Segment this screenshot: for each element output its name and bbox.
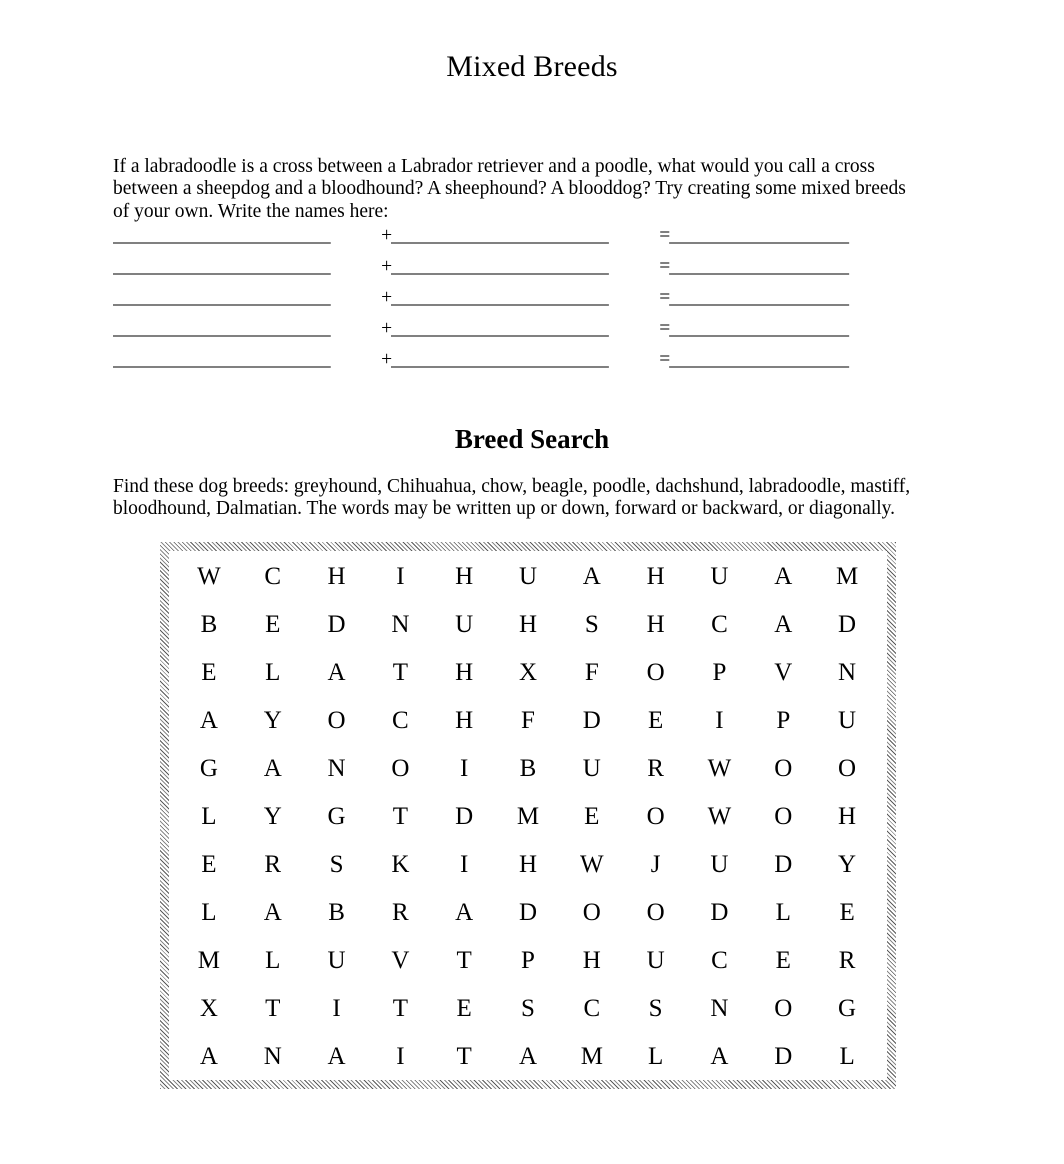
grid-letter[interactable]: O	[774, 755, 793, 782]
grid-letter[interactable]: C	[711, 947, 728, 974]
grid-letter[interactable]: S	[584, 611, 599, 638]
grid-letter[interactable]: E	[265, 611, 281, 638]
grid-letter[interactable]: C	[583, 995, 601, 1022]
grid-letter[interactable]: S	[329, 851, 344, 878]
grid-letter[interactable]: C	[264, 563, 282, 590]
grid-letter[interactable]: D	[455, 803, 474, 830]
blank-segment-b[interactable]: _______________________	[391, 256, 609, 277]
grid-letter[interactable]: H	[455, 707, 474, 734]
grid-letter[interactable]: E	[456, 995, 472, 1022]
grid-letter[interactable]: V	[391, 947, 410, 974]
grid-letter[interactable]: G	[327, 803, 346, 830]
equals-operator: =	[659, 349, 671, 370]
grid-letter[interactable]: N	[263, 1043, 282, 1070]
grid-letter[interactable]: T	[456, 947, 472, 974]
grid-letter[interactable]: H	[518, 611, 538, 638]
page-title: Mixed Breeds	[446, 50, 618, 83]
grid-letter[interactable]: L	[265, 659, 281, 686]
grid-letter[interactable]: N	[838, 659, 857, 686]
grid-letter[interactable]: O	[646, 803, 665, 830]
grid-letter[interactable]: V	[774, 659, 793, 686]
grid-letter[interactable]: E	[201, 851, 217, 878]
grid-letter[interactable]: A	[582, 563, 601, 590]
blank-segment-c[interactable]: ___________________	[669, 256, 849, 277]
grid-letter[interactable]: X	[518, 659, 538, 686]
grid-letter[interactable]: W	[707, 755, 732, 782]
grid-letter[interactable]: A	[518, 1043, 538, 1070]
blank-segment-c[interactable]: ___________________	[669, 225, 849, 246]
word-search-frame	[160, 542, 896, 1089]
grid-letter[interactable]: I	[460, 851, 469, 878]
grid-letter[interactable]: M	[197, 947, 221, 974]
grid-letter[interactable]: O	[582, 899, 601, 926]
blank-segment-a[interactable]: _______________________	[113, 349, 331, 370]
grid-letter[interactable]: D	[710, 899, 729, 926]
intro-paragraph: If a labradoodle is a cross between a Labrador retriever and a poodle, what would you call a cross between a sheepdog and a bloodhound? A sheephound? A blooddog? Try creating some mixed breeds of your own. Write the names here:	[113, 155, 906, 223]
grid-letter[interactable]: H	[582, 947, 601, 974]
grid-letter[interactable]: E	[839, 899, 855, 926]
blank-line-row[interactable]	[113, 256, 888, 287]
grid-letter[interactable]: R	[838, 947, 856, 974]
grid-letter[interactable]: N	[710, 995, 729, 1022]
grid-letter[interactable]: D	[838, 611, 857, 638]
grid-letter[interactable]: O	[646, 659, 665, 686]
blank-segment-b[interactable]: _______________________	[391, 225, 609, 246]
grid-letter[interactable]: M	[835, 563, 859, 590]
grid-letter[interactable]: I	[396, 1043, 405, 1070]
grid-letter[interactable]: O	[646, 899, 665, 926]
grid-letter[interactable]: R	[392, 899, 409, 926]
grid-letter[interactable]: L	[775, 899, 791, 926]
grid-letter[interactable]: H	[327, 563, 346, 590]
grid-letter[interactable]: N	[327, 755, 346, 782]
plus-operator: +	[381, 349, 393, 370]
grid-letter[interactable]: L	[201, 899, 217, 926]
grid-letter[interactable]: A	[327, 659, 346, 686]
grid-letter[interactable]: A	[774, 563, 793, 590]
grid-letter[interactable]: W	[197, 563, 221, 590]
grid-letter[interactable]: U	[710, 563, 729, 590]
grid-letter[interactable]: D	[582, 707, 601, 734]
grid-letter[interactable]: U	[710, 851, 729, 878]
grid-letter[interactable]: U	[327, 947, 346, 974]
grid-letter[interactable]: L	[647, 1043, 664, 1070]
grid-letter[interactable]: W	[580, 851, 604, 878]
grid-letter[interactable]: H	[455, 659, 474, 686]
grid-letter[interactable]: U	[646, 947, 665, 974]
word-search-grid[interactable]	[169, 551, 887, 1080]
grid-letter[interactable]: A	[263, 755, 282, 782]
blank-line-row[interactable]	[113, 318, 888, 349]
grid-letter[interactable]: P	[521, 947, 535, 974]
blank-segment-a[interactable]: _______________________	[113, 318, 331, 339]
grid-letter[interactable]: I	[460, 755, 469, 782]
blank-segment-a[interactable]: _______________________	[113, 225, 331, 246]
blank-segment-c[interactable]: ___________________	[669, 287, 849, 308]
grid-letter[interactable]: T	[392, 803, 408, 830]
grid-letter[interactable]: H	[518, 851, 538, 878]
grid-letter[interactable]: F	[521, 707, 535, 734]
grid-letter[interactable]: H	[838, 803, 857, 830]
grid-letter[interactable]: A	[263, 899, 282, 926]
grid-letter[interactable]: O	[327, 707, 346, 734]
grid-letter[interactable]: F	[584, 659, 599, 686]
grid-letter[interactable]: O	[391, 755, 410, 782]
grid-letter[interactable]: B	[328, 899, 345, 926]
grid-letter[interactable]: C	[392, 707, 409, 734]
grid-letter[interactable]: T	[456, 1043, 472, 1070]
grid-letter[interactable]: G	[199, 755, 218, 782]
plus-operator: +	[381, 256, 393, 277]
grid-letter[interactable]: A	[199, 707, 218, 734]
grid-letter[interactable]: E	[584, 803, 600, 830]
blank-segment-a[interactable]: _______________________	[113, 287, 331, 308]
plus-operator: +	[381, 287, 393, 308]
blank-segment-b[interactable]: _______________________	[391, 349, 609, 370]
grid-letter[interactable]: X	[199, 995, 218, 1022]
grid-letter[interactable]: E	[775, 947, 791, 974]
grid-letter[interactable]: A	[710, 1043, 729, 1070]
blank-segment-b[interactable]: _______________________	[391, 287, 609, 308]
grid-letter[interactable]: L	[265, 947, 281, 974]
grid-letter[interactable]: H	[646, 563, 665, 590]
grid-letter[interactable]: C	[711, 611, 728, 638]
grid-letter[interactable]: O	[838, 755, 857, 782]
grid-letter[interactable]: Y	[263, 803, 282, 830]
grid-letter[interactable]: E	[201, 659, 217, 686]
grid-letter[interactable]: D	[327, 611, 346, 638]
grid-letter[interactable]: D	[774, 1043, 793, 1070]
grid-letter[interactable]: U	[518, 563, 538, 590]
plus-operator: +	[381, 318, 393, 339]
equals-operator: =	[659, 318, 671, 339]
grid-letter[interactable]: I	[715, 707, 724, 734]
grid-letter[interactable]: M	[580, 1043, 603, 1070]
grid-letter[interactable]: U	[455, 611, 474, 638]
equals-operator: =	[659, 287, 671, 308]
grid-letter[interactable]: M	[516, 803, 540, 830]
grid-letter[interactable]: P	[776, 707, 791, 734]
grid-letter[interactable]: N	[391, 611, 410, 638]
grid-letter[interactable]: B	[519, 755, 537, 782]
grid-letter[interactable]: O	[774, 995, 793, 1022]
blank-segment-c[interactable]: ___________________	[669, 349, 849, 370]
section-title-breed-search: Breed Search	[454, 424, 610, 455]
grid-letter[interactable]: B	[200, 611, 218, 638]
grid-letter[interactable]: T	[265, 995, 281, 1022]
grid-letter[interactable]: A	[455, 899, 474, 926]
grid-letter[interactable]: L	[839, 1043, 855, 1070]
grid-letter[interactable]: P	[712, 659, 727, 686]
grid-letter[interactable]: W	[707, 803, 732, 830]
grid-letter[interactable]: O	[774, 803, 793, 830]
grid-letter[interactable]: T	[392, 659, 408, 686]
equals-operator: =	[659, 256, 671, 277]
grid-letter[interactable]: A	[774, 611, 793, 638]
plus-operator: +	[381, 225, 393, 246]
grid-letter[interactable]: G	[838, 995, 857, 1022]
fill-in-blank-lines	[113, 225, 888, 380]
puzzle-instructions: Find these dog breeds: greyhound, Chihuahua, chow, beagle, poodle, dachshund, labradoodle, mastiff, bloodhound, Dalmatian. The words may be written up or down, forward or backward, or diagonally.	[113, 475, 911, 520]
grid-letter[interactable]: S	[648, 995, 663, 1022]
blank-segment-c[interactable]: ___________________	[669, 318, 849, 339]
grid-letter[interactable]: Y	[838, 851, 857, 878]
grid-letter[interactable]: I	[396, 563, 405, 590]
blank-segment-a[interactable]: _______________________	[113, 256, 331, 277]
grid-letter[interactable]: D	[774, 851, 793, 878]
grid-letter[interactable]: R	[647, 755, 664, 782]
grid-letter[interactable]: Y	[263, 707, 282, 734]
grid-letter[interactable]: D	[518, 899, 538, 926]
grid-letter[interactable]: L	[201, 803, 217, 830]
grid-letter[interactable]: K	[391, 851, 410, 878]
equals-operator: =	[659, 225, 671, 246]
blank-line-row[interactable]	[113, 349, 888, 380]
grid-letter[interactable]: A	[199, 1043, 218, 1070]
blank-segment-b[interactable]: _______________________	[391, 318, 609, 339]
grid-letter[interactable]: H	[455, 563, 474, 590]
grid-letter[interactable]: U	[838, 707, 857, 734]
grid-letter[interactable]: T	[392, 995, 408, 1022]
grid-letter[interactable]: H	[646, 611, 665, 638]
grid-letter[interactable]: S	[521, 995, 535, 1022]
blank-line-row[interactable]	[113, 287, 888, 318]
grid-letter[interactable]: E	[647, 707, 664, 734]
blank-line-row[interactable]	[113, 225, 888, 256]
grid-letter[interactable]: U	[582, 755, 601, 782]
grid-letter[interactable]: J	[650, 851, 661, 878]
grid-letter[interactable]: I	[332, 995, 341, 1022]
grid-letter[interactable]: R	[264, 851, 282, 878]
grid-letter[interactable]: A	[327, 1043, 346, 1070]
